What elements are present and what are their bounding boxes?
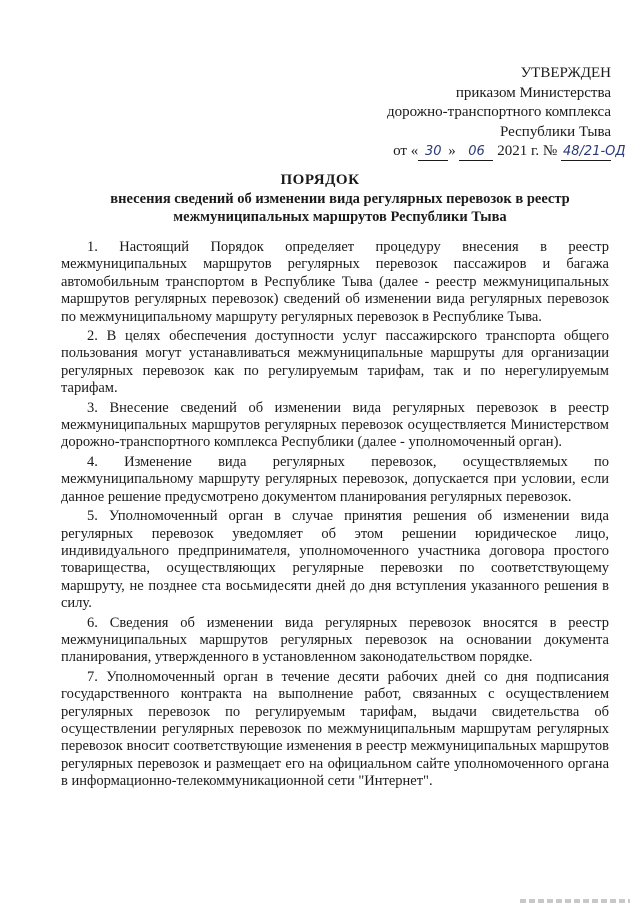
approval-line-order: приказом Министерства xyxy=(455,84,611,101)
approved-label: УТВЕРЖДЕН xyxy=(520,65,611,81)
document-title: ПОРЯДОК xyxy=(280,172,360,188)
approval-line-republic: Республики Тыва xyxy=(499,123,611,140)
document-body xyxy=(61,239,609,793)
paragraph-2: 2. В целях обеспечения доступности услуг пассажирского транспорта общего пользования могут устанавливаться межмуниципальные маршруты для организации регулярных перевозок как по регулируемым тарифам, так и по нерегулируемым тарифам. xyxy=(61,328,609,397)
paragraph-3: 3. Внесение сведений об изменении вида регулярных перевозок в реестр межмуниципальных маршрутов регулярных перевозок осуществляется Министерством дорожно-транспортного комплекса Республики (далее - уполномоченный орган). xyxy=(61,399,609,451)
scan-edge-mark xyxy=(520,899,630,903)
approval-block xyxy=(387,64,626,162)
date-day-handwritten: 30 xyxy=(418,144,448,161)
document-subtitle: внесения сведений об изменении вида регулярных перевозок в реестр межмуниципальных маршрутов Республики Тыва xyxy=(110,191,570,225)
order-number-handwritten: 48/21-ОД xyxy=(563,144,626,159)
date-month-handwritten: 06 xyxy=(459,144,493,161)
paragraph-6: 6. Сведения об изменении вида регулярных перевозок вносятся в реестр межмуниципальных маршрутов регулярных перевозок на основании документа планирования, утвержденного в установленном законодательством порядке. xyxy=(61,614,609,666)
approval-date-line xyxy=(387,142,626,162)
date-mid: » xyxy=(448,143,456,159)
paragraph-5: 5. Уполномоченный орган в случае принятия решения об изменении вида регулярных перевозок уведомляет об этом решении юридическое лицо, индивидуального предпринимателя, уполномоченного участника договора простого товарищества, осуществляющих регулярные перевозки по соответствующему маршруту, не позднее ста восьмидесяти дней до дня вступления указанного решения в силу. xyxy=(61,508,609,612)
date-prefix: от « xyxy=(393,143,419,159)
approval-line-ministry: дорожно-транспортного комплекса xyxy=(387,104,611,120)
date-year: 2021 г. № xyxy=(497,143,558,159)
paragraph-7: 7. Уполномоченный орган в течение десяти рабочих дней со дня подписания государственного контракта на выполнение работ, связанных с осуществлением регулярных перевозок по регулируемым тарифам, выдачи свидетельства об осуществлении регулярных перевозок по межмуниципальным маршрутам регулярных перевозок вносит соответствующие изменения в реестр межмуниципальных маршрутов регулярных перевозок и размещает его на официальном сайте уполномоченного органа в информационно-телекоммуникационной сети "Интернет". xyxy=(61,668,609,790)
paragraph-1: 1. Настоящий Порядок определяет процедуру внесения в реестр межмуниципальных маршрутов регулярных перевозок пассажиров и багажа автомобильным транспортом в Республике Тыва (далее - реестр межмуниципальных маршрутов регулярных перевозок) сведений об изменении вида регулярных перевозок по межмуниципальному маршруту регулярных перевозок в Республике Тыва. xyxy=(61,239,609,325)
paragraph-4: 4. Изменение вида регулярных перевозок, осуществляемых по межмуниципальному маршруту регулярных перевозок, допускается при условии, если данное решение предусмотрено документом планирования регулярных перевозок. xyxy=(61,453,609,505)
